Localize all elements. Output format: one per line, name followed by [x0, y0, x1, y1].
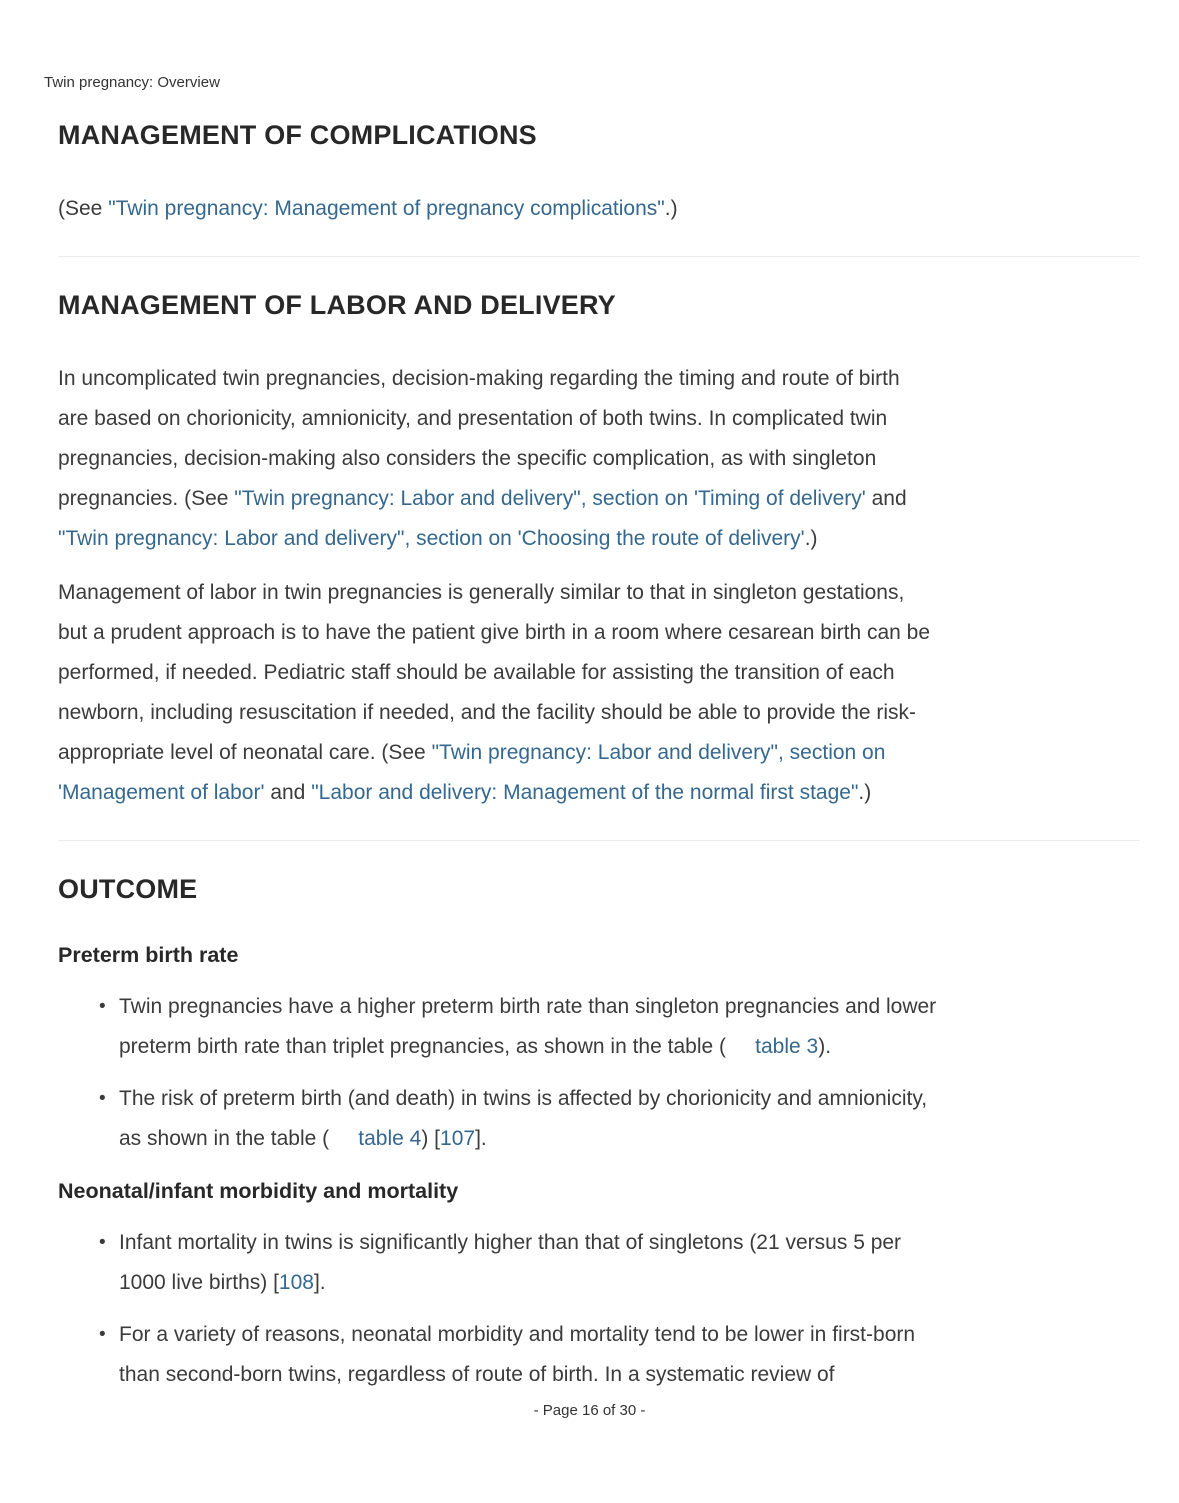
text-run: ) [ — [421, 1127, 441, 1150]
text-run: Management of labor in twin pregnancies is generally similar to that in singleton gestations, — [58, 581, 905, 604]
paragraph — [58, 573, 1140, 813]
list-item-text — [119, 1079, 1140, 1159]
text-run: as shown in the table ( — [119, 1127, 359, 1150]
list-item — [58, 1315, 1140, 1395]
text-run: preterm birth rate than triplet pregnancies, as shown in the table ( — [119, 1035, 756, 1058]
subsection-heading: Preterm birth rate — [58, 943, 239, 967]
list-item — [58, 1079, 1140, 1159]
text-run: and — [865, 487, 907, 510]
text-run: pregnancies, decision-making also considers the specific complication, as with singleton — [58, 447, 877, 470]
text-run: .) — [858, 781, 872, 804]
page-footer — [0, 1402, 1179, 1420]
text-run: performed, if needed. Pediatric staff should be available for assisting the transition of each — [58, 661, 895, 684]
text-run: ). — [818, 1035, 832, 1058]
text-run: For a variety of reasons, neonatal morbidity and mortality tend to be lower in first-born — [119, 1323, 916, 1346]
paragraph — [58, 359, 1140, 559]
bullet-icon: • — [99, 996, 106, 1017]
inline-link[interactable]: "Twin pregnancy: Labor and delivery", section on 'Timing of delivery' — [234, 487, 866, 510]
bullet-icon: • — [99, 1088, 106, 1109]
text-run: than second-born twins, regardless of route of birth. In a systematic review of — [119, 1363, 835, 1386]
list-item — [58, 1223, 1140, 1303]
text-run: .) — [804, 527, 818, 550]
breadcrumb-label: Twin pregnancy: Overview — [44, 74, 220, 91]
bullet-list — [58, 987, 1140, 1159]
section-heading: OUTCOME — [58, 874, 198, 904]
breadcrumb — [44, 74, 220, 92]
list-item-text — [119, 1315, 1140, 1395]
page-number: - Page 16 of 30 - — [533, 1402, 646, 1419]
inline-link[interactable]: table 4 — [358, 1127, 422, 1150]
inline-link[interactable]: "Twin pregnancy: Management of pregnancy complications" — [108, 197, 665, 220]
inline-link[interactable]: 107 — [440, 1127, 476, 1150]
list-item-text — [119, 987, 1140, 1067]
paragraph — [58, 189, 1140, 229]
list-item — [58, 987, 1140, 1067]
text-run: .) — [664, 197, 678, 220]
text-run: but a prudent approach is to have the patient give birth in a room where cesarean birth can be — [58, 621, 931, 644]
text-run: are based on chorionicity, amnionicity, and presentation of both twins. In complicated twin — [58, 407, 888, 430]
inline-link[interactable]: "Twin pregnancy: Labor and delivery", section on 'Choosing the route of delivery' — [58, 527, 805, 550]
text-run: The risk of preterm birth (and death) in twins is affected by chorionicity and amnionicity, — [119, 1087, 928, 1110]
text-run: Infant mortality in twins is significantly higher than that of singletons (21 versus 5 per — [119, 1231, 902, 1254]
subsection-heading: Neonatal/infant morbidity and mortality — [58, 1179, 459, 1203]
list-item-text — [119, 1223, 1140, 1303]
text-run: In uncomplicated twin pregnancies, decision-making regarding the timing and route of birth — [58, 367, 900, 390]
inline-link[interactable]: table 3 — [755, 1035, 819, 1058]
bullet-list — [58, 1223, 1140, 1395]
section-divider — [58, 840, 1140, 841]
text-run: newborn, including resuscitation if needed, and the facility should be able to provide the risk- — [58, 701, 917, 724]
section-divider — [58, 256, 1140, 257]
section-heading: MANAGEMENT OF COMPLICATIONS — [58, 120, 537, 150]
bullet-icon: • — [99, 1232, 106, 1253]
text-run: ]. — [475, 1127, 487, 1150]
inline-link[interactable]: 'Management of labor' — [58, 781, 265, 804]
text-run: 1000 live births) [ — [119, 1271, 279, 1294]
section-heading: MANAGEMENT OF LABOR AND DELIVERY — [58, 290, 616, 320]
text-run: ]. — [313, 1271, 326, 1294]
bullet-icon: • — [99, 1324, 106, 1345]
text-run: (See — [58, 197, 109, 220]
text-run: appropriate level of neonatal care. (See — [58, 741, 432, 764]
text-run: Twin pregnancies have a higher preterm birth rate than singleton pregnancies and lower — [119, 995, 937, 1018]
inline-link[interactable]: "Twin pregnancy: Labor and delivery", section on — [431, 741, 886, 764]
text-run: and — [264, 781, 312, 804]
text-run: pregnancies. (See — [58, 487, 235, 510]
inline-link[interactable]: 108 — [278, 1271, 314, 1294]
inline-link[interactable]: "Labor and delivery: Management of the normal first stage" — [311, 781, 859, 804]
